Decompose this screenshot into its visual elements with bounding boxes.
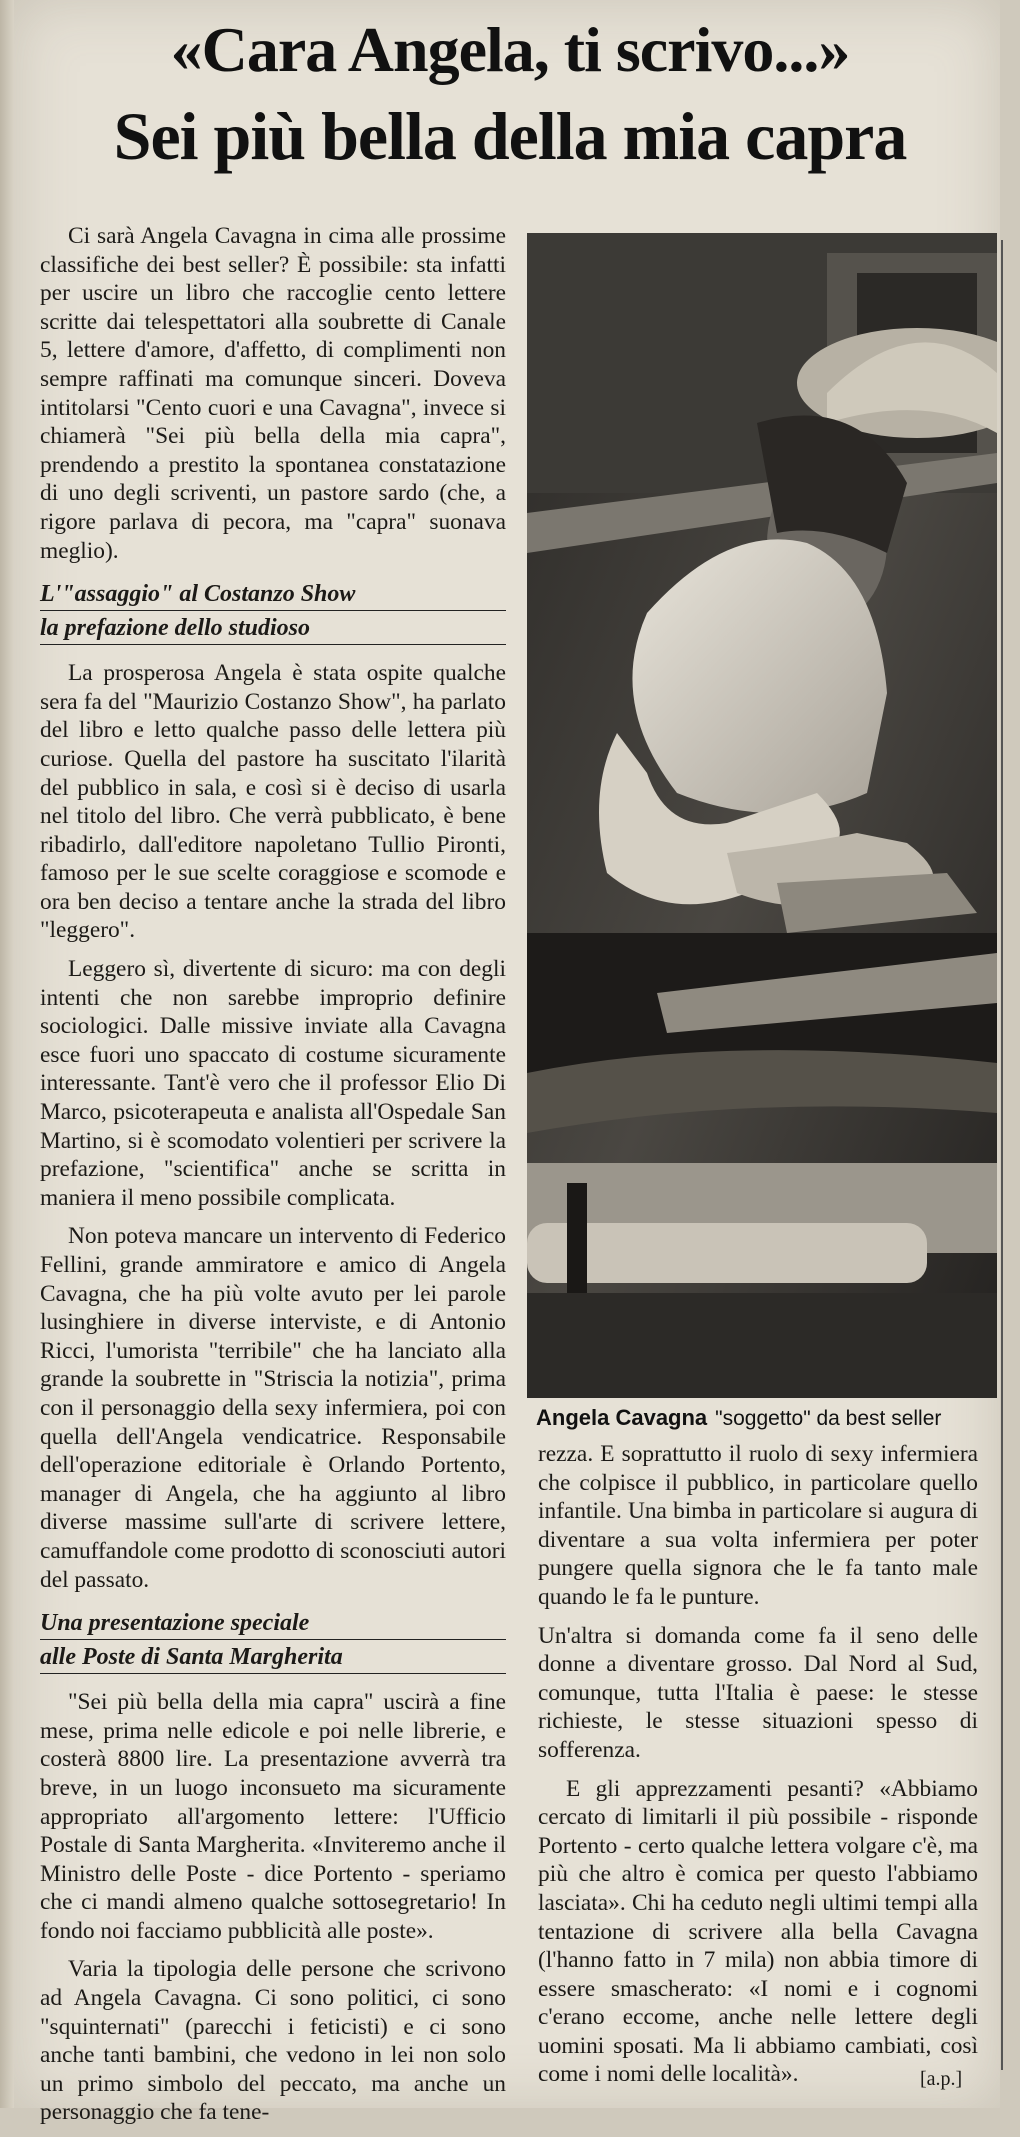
section-1-subhead-line-2: la prefazione dello studioso [40,613,506,645]
headline [40,8,980,180]
section-2-paragraph-1: "Sei più bella della mia capra" uscirà a fine mese, prima nelle edicole e poi nelle librerie, e costerà 8800 lire. La presentazione avverrà tra breve, in un luogo inconsueto ma sicuramente appropriato all'argomento lettere: l'Ufficio Postale di Santa Margherita. «Inviteremo anche il Ministro delle Poste - dice Portento - speriamo che ci mandi almeno qualche sottosegretario! In fondo noi facciamo pubblicità alle poste». [40,1689,506,1944]
right-paragraph-1: rezza. E soprattutto il ruolo di sexy infermiera che colpisce il pubblico, in particolare quello infantile. Una bimba in particolare si augura di diventare a sua volta infermiera per poter pungere quella signora che le fa tanto male quando le fa le punture. [538,1441,978,1610]
photo-angela-cavagna [527,233,997,1398]
right-paragraph-2: Un'altra si domanda come fa il seno delle donne a diventare grosso. Dal Nord al Sud, comunque, tutta l'Italia è paese: le stesse richieste, le stesse situazioni spesso di sofferenza. [538,1622,978,1763]
column-rule [1001,240,1003,2070]
right-column [538,1440,978,2099]
section-2-subhead-line-1: Una presentazione speciale [40,1608,506,1640]
author-signature: [a.p.] [920,2068,963,2090]
section-2-subhead-line-2: alle Poste di Santa Margherita [40,1642,506,1674]
headline-line-2: Sei più bella della mia capra [113,98,907,174]
section-1-paragraph-1: La prosperosa Angela è stata ospite qualche sera fa del "Maurizio Costanzo Show", ha parlato del libro e letto qualche passo delle lettera più curiose. Quella del pastore ha suscitato l'ilarità del pubblico in sala, e così si è deciso di usarla nel titolo del libro. Che verrà pubblicato, è bene ribadirlo, dall'editore napoletano Tullio Pironti, famoso per le sue scelte coraggiose e scomode e ora ben deciso a tentare anche la strada del libro "leggero". [40,660,506,944]
caption-text: "soggetto" da best seller [715,1407,942,1430]
section-2-paragraph-2: Varia la tipologia delle persone che scrivono ad Angela Cavagna. Ci sono politici, ci sono "squinternati" (parecchi i feticisti) e ci sono anche tanti bambini, che vedono in lei non solo un primo simbolo del peccato, ma anche un personaggio che fa tene- [40,1956,506,2126]
headline-line-1: «Cara Angela, ti scrivo...» [170,14,850,85]
section-1-subhead-line-1: L'"assaggio" al Costanzo Show [40,579,506,611]
section-1-paragraph-2: Leggero sì, divertente di sicuro: ma con degli intenti che non sarebbe improprio definire sociologici. Dalle missive inviate alla Cavagna esce fuori uno spaccato di costume sicuramente interessante. Tant'è vero che il professor Elio Di Marco, psicoterapeuta e analista all'Ospedale San Martino, si è scomodato volentieri per scrivere la prefazione, "scientifica" anche se scritta in maniera il meno possibile complicata. [40,956,506,1211]
caption-name: Angela Cavagna [536,1405,708,1430]
section-1-paragraph-3: Non poteva mancare un intervento di Federico Fellini, grande ammiratore e amico di Angela Cavagna, che ha più volte avuto per lei parole lusinghiere in diverse interviste, e di Antonio Ricci, l'umorista "terribile" che ha lanciato alla grande la soubrette in "Striscia la notizia", prima con il personaggio della sexy infermiera, poi con quella dell'Angela vendicatrice. Responsabile dell'operazione editoriale è Orlando Portento, manager di Angela, che ha aggiunto al libro diverse massime sull'arte di scrivere lettere, camuffandole come prodotto di sconosciuti autori del passato. [40,1223,506,1593]
intro-paragraph: Ci sarà Angela Cavagna in cima alle prossime classifiche dei best seller? È possibile: sta infatti per uscire un libro che raccoglie cento lettere scritte dai telespettatori alla soubrette di Canale 5, lettere d'amore, d'affetto, di complimenti non sempre raffinati ma comunque sinceri. Doveva intitolarsi "Cento cuori e una Cavagna", invece si chiamerà "Sei più bella della mia capra", prendendo a prestito la spontanea constatazione di uno degli scriventi, un pastore sardo (che, a rigore parlava di pecora, ma "capra" suonava meglio). [40,223,506,564]
section-1-subhead [40,579,506,645]
photo-caption [536,1405,996,1431]
photo-illustration [527,233,997,1398]
right-paragraph-3: E gli apprezzamenti pesanti? «Abbiamo cercato di limitarli il più possibile - risponde Portento - certo qualche lettera volgare c'è, ma più che altro è comica per questo l'abbiamo lasciata». Chi ha ceduto negli ultimi tempi alla tentazione di scrivere alla bella Cavagna (l'hanno fatto in 7 mila) non abbia timore di essere smascherato: «I nomi e i cognomi c'erano eccome, anche nelle lettere degli uomini sposati. Ma li abbiamo cambiati, così come i nomi delle località». [538,1775,978,2088]
left-column [40,222,506,2137]
section-2-subhead [40,1608,506,1674]
page-fold [0,0,14,2108]
